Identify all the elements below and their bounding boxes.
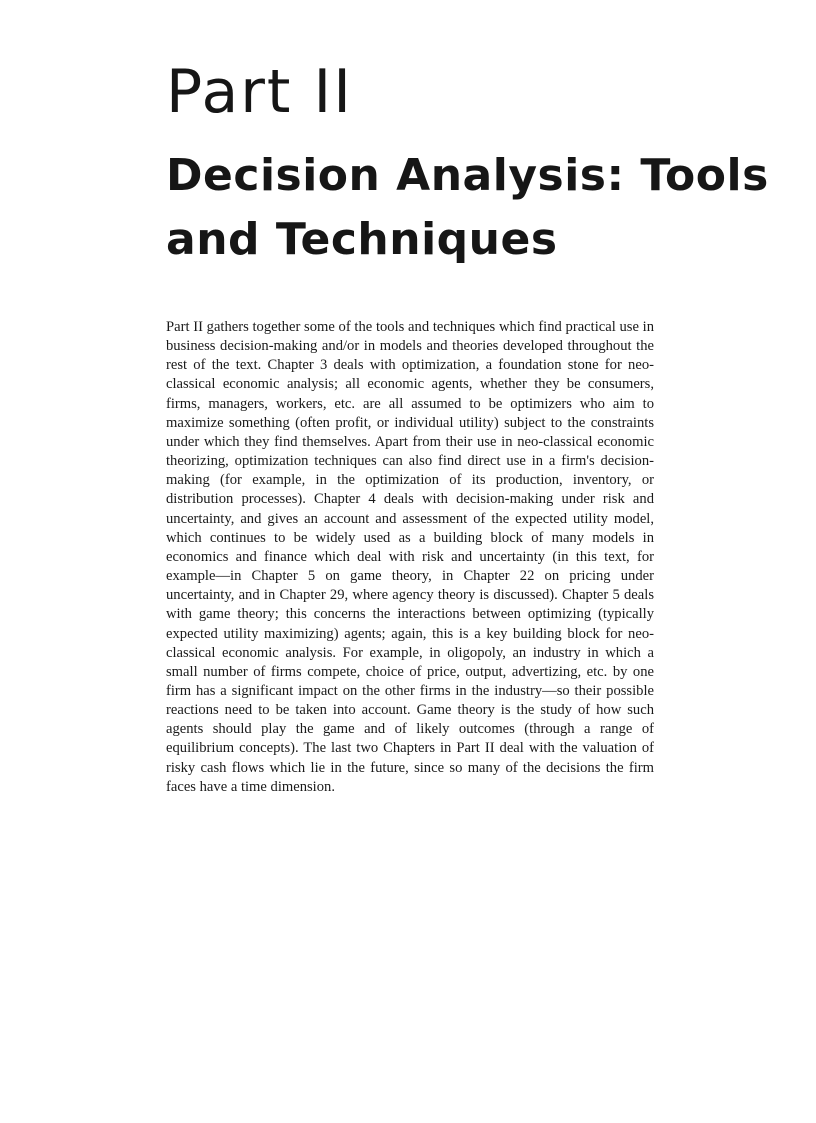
part-number-heading: Part II — [166, 57, 353, 127]
part-intro-paragraph: Part II gathers together some of the tools and techniques which find practical use in business decision-making and/or in models and theories developed throughout the rest of the text. Chapter 3 deals with optimization, a foundation stone for neo-classical economic analysis; all economic agents, whether they be consumers, firms, managers, workers, etc. are all assumed to be optimizers who aim to maximize something (often profit, or individual utility) subject to the constraints under which they find themselves. Apart from their use in neo-classical economic theorizing, optimization techniques can also find direct use in a firm's decision-making (for example, in the optimization of its production, inventory, or distribution processes). Chapter 4 deals with decision-making under risk and uncertainty, and gives an account and assessment of the expected utility model, which continues to be widely used as a building block of many models in economics and finance which deal with risk and uncertainty (in this text, for example—in Chapter 5 on game theory, in Chapter 22 on pricing under uncertainty, and in Chapter 29, where agency theory is discussed). Chapter 5 deals with game theory; this concerns the interactions between optimizing (typically expected utility maximizing) agents; again, this is a key building block for neo-classical economic analysis. For example, in oligopoly, an industry in which a small number of firms compete, choice of price, output, advertizing, etc. by one firm has a significant impact on the other firms in the industry—so their possible reactions need to be taken into account. Game theory is the study of how such agents should play the game and of likely outcomes (through a range of equilibrium concepts). The last two Chapters in Part II deal with the valuation of risky cash flows which lie in the future, since so many of the decisions the firm faces have a time dimension. — [166, 319, 654, 795]
part-title-heading: Decision Analysis: Tools and Techniques — [166, 150, 769, 265]
